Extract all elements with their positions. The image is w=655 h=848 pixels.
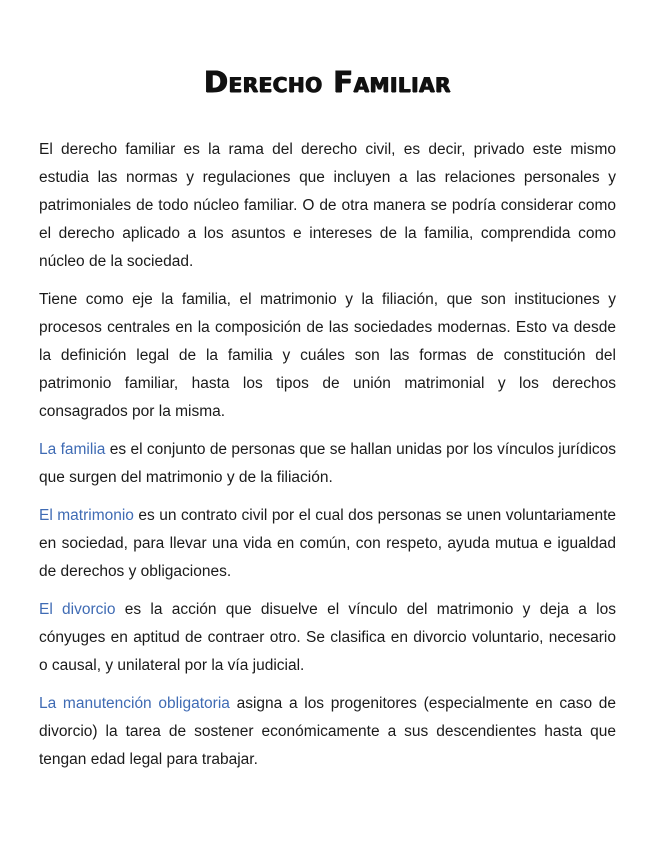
term-la-familia: La familia bbox=[39, 441, 106, 458]
term-el-matrimonio: El matrimonio bbox=[39, 507, 134, 524]
paragraph-familia bbox=[39, 436, 616, 492]
paragraph-scope bbox=[39, 286, 616, 426]
page-title: Derecho Familiar bbox=[203, 65, 451, 99]
paragraph-text: es la acción que disuelve el vínculo del matrimonio y deja a los cónyuges en aptitud de contraer otro. Se clasifica en divorcio voluntario, necesario o causal, y unilateral por la vía judicial. bbox=[39, 601, 616, 674]
paragraph-text: El derecho familiar es la rama del derecho civil, es decir, privado este mismo estudia las normas y regulaciones que incluyen a las relaciones personales y patrimoniales de todo núcleo familiar. O de otra manera se podría considerar como el derecho aplicado a los asuntos e intereses de la familia, comprendida como núcleo de la sociedad. bbox=[39, 141, 616, 270]
paragraph-text: es un contrato civil por el cual dos personas se unen voluntariamente en sociedad, para llevar una vida en común, con respeto, ayuda mutua e igualdad de derechos y obligaciones. bbox=[39, 507, 617, 580]
paragraph-divorcio bbox=[39, 596, 616, 680]
paragraph-intro bbox=[39, 136, 616, 276]
paragraph-text: Tiene como eje la familia, el matrimonio y la filiación, que son instituciones y procesos centrales en la composición de las sociedades modernas. Esto va desde la definición legal de la familia y cuáles son las formas de constitución del patrimonio familiar, hasta los tipos de unión matrimonial y los derechos consagrados por la misma. bbox=[39, 291, 616, 420]
paragraph-manutencion bbox=[39, 690, 616, 774]
paragraph-matrimonio bbox=[39, 502, 616, 586]
paragraph-text: es el conjunto de personas que se hallan unidas por los vínculos jurídicos que surgen del matrimonio y de la filiación. bbox=[39, 441, 617, 486]
term-la-manutencion-obligatoria: La manutención obligatoria bbox=[39, 695, 230, 712]
term-el-divorcio: El divorcio bbox=[39, 601, 116, 618]
paragraph-text: asigna a los progenitores (especialmente en caso de divorcio) la tarea de sostener económicamente a sus descendientes hasta que tengan edad legal para trabajar. bbox=[39, 695, 616, 768]
